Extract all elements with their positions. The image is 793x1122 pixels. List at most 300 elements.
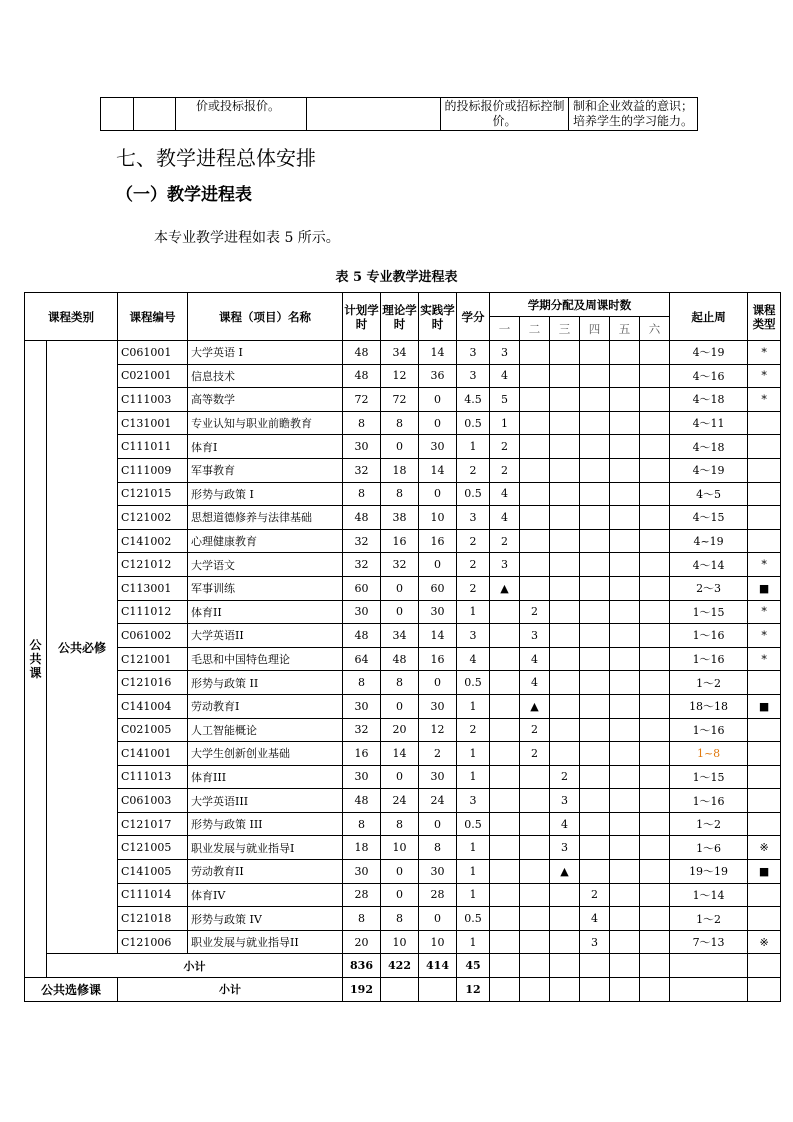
course-theory-hours: 8 (381, 812, 419, 836)
course-semester-3 (550, 388, 580, 412)
course-theory-hours: 32 (381, 553, 419, 577)
top-cell-6: 制和企业效益的意识；培养学生的学习能力。 (569, 98, 698, 131)
course-semester-5 (610, 930, 640, 954)
course-semester-4 (580, 600, 610, 624)
course-semester-2 (520, 883, 550, 907)
course-theory-hours: 10 (381, 836, 419, 860)
course-weeks: 4～19 (670, 341, 748, 365)
course-name: 专业认知与职业前瞻教育 (188, 411, 343, 435)
course-semester-5 (610, 624, 640, 648)
course-plan-hours: 32 (343, 529, 381, 553)
course-type (748, 883, 781, 907)
course-semester-5 (610, 576, 640, 600)
course-semester-6 (640, 789, 670, 813)
empty-cell (748, 954, 781, 978)
course-weeks: 1~8 (670, 742, 748, 766)
header-practice-hours: 实践学时 (419, 293, 457, 341)
course-semester-3 (550, 883, 580, 907)
course-semester-4 (580, 694, 610, 718)
course-semester-6 (640, 364, 670, 388)
course-semester-4: 3 (580, 930, 610, 954)
subtotal-practice: 414 (419, 954, 457, 978)
course-credits: 1 (457, 742, 490, 766)
course-semester-5 (610, 671, 640, 695)
course-semester-2: 4 (520, 671, 550, 695)
course-row (25, 529, 781, 553)
course-semester-6 (640, 411, 670, 435)
course-name: 劳动教育II (188, 860, 343, 884)
course-semester-2 (520, 553, 550, 577)
course-name: 大学语文 (188, 553, 343, 577)
course-semester-5 (610, 458, 640, 482)
course-semester-2 (520, 812, 550, 836)
course-semester-3 (550, 671, 580, 695)
course-practice-hours: 0 (419, 411, 457, 435)
course-practice-hours: 0 (419, 482, 457, 506)
course-practice-hours: 0 (419, 553, 457, 577)
course-semester-6 (640, 742, 670, 766)
course-credits: 3 (457, 789, 490, 813)
table-header-row (25, 293, 781, 317)
course-semester-1: 3 (490, 553, 520, 577)
course-practice-hours: 30 (419, 435, 457, 459)
header-semester-6: 六 (640, 317, 670, 341)
course-semester-6 (640, 576, 670, 600)
course-name: 形势与政策 II (188, 671, 343, 695)
course-row (25, 930, 781, 954)
intro-paragraph: 本专业教学进程如表 5 所示。 (154, 230, 340, 246)
course-semester-3 (550, 718, 580, 742)
course-plan-hours: 30 (343, 860, 381, 884)
course-semester-3 (550, 458, 580, 482)
course-semester-3 (550, 529, 580, 553)
table-caption: 表 5 专业教学进程表 (335, 270, 458, 285)
course-semester-5 (610, 341, 640, 365)
teaching-schedule-table (24, 292, 781, 1002)
course-semester-1 (490, 718, 520, 742)
course-row (25, 883, 781, 907)
course-semester-1: ▲ (490, 576, 520, 600)
course-code: C131001 (118, 411, 188, 435)
course-type (748, 411, 781, 435)
course-semester-5 (610, 435, 640, 459)
course-credits: 1 (457, 836, 490, 860)
course-semester-1: 5 (490, 388, 520, 412)
course-semester-1: 1 (490, 411, 520, 435)
course-semester-2: 4 (520, 647, 550, 671)
course-weeks: 1～16 (670, 718, 748, 742)
course-semester-3 (550, 624, 580, 648)
course-code: C121006 (118, 930, 188, 954)
course-credits: 3 (457, 341, 490, 365)
course-row (25, 435, 781, 459)
course-plan-hours: 16 (343, 742, 381, 766)
course-code: C113001 (118, 576, 188, 600)
course-semester-2 (520, 907, 550, 931)
course-name: 劳动教育I (188, 694, 343, 718)
course-semester-5 (610, 883, 640, 907)
course-row (25, 553, 781, 577)
course-semester-6 (640, 860, 670, 884)
course-semester-4 (580, 553, 610, 577)
course-type: * (748, 600, 781, 624)
empty-cell (580, 954, 610, 978)
course-practice-hours: 2 (419, 742, 457, 766)
course-semester-3: 3 (550, 789, 580, 813)
course-row (25, 624, 781, 648)
course-code: C111003 (118, 388, 188, 412)
course-practice-hours: 30 (419, 765, 457, 789)
course-plan-hours: 64 (343, 647, 381, 671)
course-row (25, 458, 781, 482)
course-practice-hours: 10 (419, 930, 457, 954)
course-credits: 2 (457, 718, 490, 742)
section-heading: 七、教学进程总体安排 (116, 146, 316, 170)
course-semester-3 (550, 647, 580, 671)
course-type: * (748, 624, 781, 648)
course-semester-5 (610, 742, 640, 766)
course-name: 毛思和中国特色理论 (188, 647, 343, 671)
course-theory-hours: 12 (381, 364, 419, 388)
course-name: 形势与政策 III (188, 812, 343, 836)
course-semester-1 (490, 930, 520, 954)
course-semester-5 (610, 907, 640, 931)
empty-cell (670, 954, 748, 978)
subtotal-plan: 836 (343, 954, 381, 978)
course-practice-hours: 10 (419, 506, 457, 530)
course-row (25, 364, 781, 388)
course-semester-4 (580, 482, 610, 506)
course-semester-3: ▲ (550, 860, 580, 884)
course-practice-hours: 30 (419, 694, 457, 718)
course-plan-hours: 8 (343, 482, 381, 506)
course-name: 军事教育 (188, 458, 343, 482)
course-semester-4 (580, 458, 610, 482)
course-semester-6 (640, 435, 670, 459)
course-semester-3 (550, 600, 580, 624)
course-row (25, 647, 781, 671)
header-theory-hours: 理论学时 (381, 293, 419, 341)
course-practice-hours: 30 (419, 860, 457, 884)
course-semester-6 (640, 907, 670, 931)
course-semester-4 (580, 435, 610, 459)
course-semester-4 (580, 624, 610, 648)
course-type (748, 671, 781, 695)
course-row (25, 812, 781, 836)
header-name: 课程（项目）名称 (188, 293, 343, 341)
course-semester-1: 3 (490, 341, 520, 365)
course-semester-1: 4 (490, 506, 520, 530)
header-code: 课程编号 (118, 293, 188, 341)
course-semester-6 (640, 529, 670, 553)
course-weeks: 1～16 (670, 789, 748, 813)
course-type: ■ (748, 694, 781, 718)
course-credits: 3 (457, 364, 490, 388)
course-semester-1: 4 (490, 364, 520, 388)
course-practice-hours: 0 (419, 812, 457, 836)
course-semester-1 (490, 600, 520, 624)
header-semester-2: 二 (520, 317, 550, 341)
course-semester-6 (640, 553, 670, 577)
course-practice-hours: 28 (419, 883, 457, 907)
course-row (25, 789, 781, 813)
course-name: 军事训练 (188, 576, 343, 600)
course-row (25, 836, 781, 860)
course-semester-6 (640, 506, 670, 530)
course-weeks: 4～15 (670, 506, 748, 530)
course-code: C111009 (118, 458, 188, 482)
course-practice-hours: 14 (419, 341, 457, 365)
course-code: C121001 (118, 647, 188, 671)
course-theory-hours: 0 (381, 600, 419, 624)
course-semester-5 (610, 529, 640, 553)
course-code: C121017 (118, 812, 188, 836)
course-code: C121015 (118, 482, 188, 506)
course-semester-6 (640, 482, 670, 506)
course-semester-2 (520, 836, 550, 860)
course-theory-hours: 20 (381, 718, 419, 742)
course-name: 体育III (188, 765, 343, 789)
course-credits: 1 (457, 694, 490, 718)
course-semester-5 (610, 812, 640, 836)
course-type (748, 506, 781, 530)
top-cell-4 (307, 98, 441, 131)
course-semester-3 (550, 341, 580, 365)
course-type: * (748, 388, 781, 412)
course-code: C121005 (118, 836, 188, 860)
course-code: C111011 (118, 435, 188, 459)
course-semester-4 (580, 529, 610, 553)
course-semester-4: 4 (580, 907, 610, 931)
empty-cell (640, 978, 670, 1002)
top-cell-3: 价或投标报价。 (176, 98, 307, 131)
course-theory-hours: 8 (381, 671, 419, 695)
course-plan-hours: 60 (343, 576, 381, 600)
subsection-heading: （一）教学进程表 (116, 185, 252, 205)
empty-cell (748, 978, 781, 1002)
course-row (25, 341, 781, 365)
course-credits: 1 (457, 883, 490, 907)
course-plan-hours: 20 (343, 930, 381, 954)
header-semester-group: 学期分配及周课时数 (490, 293, 670, 317)
course-code: C021005 (118, 718, 188, 742)
course-semester-5 (610, 836, 640, 860)
course-plan-hours: 48 (343, 364, 381, 388)
header-semester-3: 三 (550, 317, 580, 341)
course-name: 形势与政策 I (188, 482, 343, 506)
course-weeks: 19～19 (670, 860, 748, 884)
course-practice-hours: 14 (419, 624, 457, 648)
course-type: ※ (748, 836, 781, 860)
course-code: C141002 (118, 529, 188, 553)
course-name: 高等数学 (188, 388, 343, 412)
course-semester-1: 2 (490, 529, 520, 553)
course-semester-2 (520, 860, 550, 884)
course-row (25, 742, 781, 766)
course-row (25, 860, 781, 884)
course-theory-hours: 0 (381, 860, 419, 884)
course-semester-3 (550, 694, 580, 718)
course-plan-hours: 32 (343, 458, 381, 482)
course-semester-2 (520, 529, 550, 553)
course-code: C061003 (118, 789, 188, 813)
course-theory-hours: 72 (381, 388, 419, 412)
course-row (25, 576, 781, 600)
course-type: ※ (748, 930, 781, 954)
course-plan-hours: 32 (343, 553, 381, 577)
course-type (748, 529, 781, 553)
continued-table-row (101, 98, 698, 131)
course-row (25, 718, 781, 742)
course-weeks: 4～11 (670, 411, 748, 435)
course-semester-6 (640, 647, 670, 671)
course-semester-3 (550, 553, 580, 577)
course-weeks: 2～3 (670, 576, 748, 600)
course-plan-hours: 48 (343, 341, 381, 365)
course-credits: 0.5 (457, 907, 490, 931)
header-semester-5: 五 (610, 317, 640, 341)
course-type (748, 458, 781, 482)
elective-subtotal-credits: 12 (457, 978, 490, 1002)
course-theory-hours: 16 (381, 529, 419, 553)
course-semester-5 (610, 647, 640, 671)
course-theory-hours: 18 (381, 458, 419, 482)
course-row (25, 600, 781, 624)
course-type (748, 742, 781, 766)
course-practice-hours: 24 (419, 789, 457, 813)
course-semester-3 (550, 364, 580, 388)
course-semester-4 (580, 860, 610, 884)
course-semester-4 (580, 411, 610, 435)
course-plan-hours: 8 (343, 812, 381, 836)
course-code: C111013 (118, 765, 188, 789)
course-semester-4 (580, 812, 610, 836)
course-name: 信息技术 (188, 364, 343, 388)
course-practice-hours: 60 (419, 576, 457, 600)
course-semester-5 (610, 388, 640, 412)
course-semester-2 (520, 789, 550, 813)
course-weeks: 1～16 (670, 624, 748, 648)
course-semester-4 (580, 836, 610, 860)
course-weeks: 1～14 (670, 883, 748, 907)
course-name: 思想道德修养与法律基础 (188, 506, 343, 530)
course-semester-6 (640, 341, 670, 365)
course-plan-hours: 72 (343, 388, 381, 412)
course-semester-3: 3 (550, 836, 580, 860)
course-semester-4 (580, 789, 610, 813)
course-semester-1: 2 (490, 435, 520, 459)
course-code: C111012 (118, 600, 188, 624)
course-theory-hours: 0 (381, 576, 419, 600)
course-theory-hours: 8 (381, 907, 419, 931)
course-theory-hours: 0 (381, 694, 419, 718)
course-semester-6 (640, 388, 670, 412)
course-semester-4 (580, 671, 610, 695)
course-practice-hours: 16 (419, 529, 457, 553)
course-weeks: 4～18 (670, 435, 748, 459)
course-semester-1 (490, 860, 520, 884)
course-semester-3: 4 (550, 812, 580, 836)
course-semester-5 (610, 718, 640, 742)
empty-cell (580, 978, 610, 1002)
course-semester-1: 2 (490, 458, 520, 482)
course-semester-3 (550, 742, 580, 766)
course-code: C141001 (118, 742, 188, 766)
course-weeks: 4~19 (670, 529, 748, 553)
course-plan-hours: 32 (343, 718, 381, 742)
course-semester-6 (640, 600, 670, 624)
course-theory-hours: 10 (381, 930, 419, 954)
course-semester-1 (490, 765, 520, 789)
course-semester-3 (550, 930, 580, 954)
course-type: ■ (748, 576, 781, 600)
empty-cell (550, 978, 580, 1002)
course-weeks: 4～5 (670, 482, 748, 506)
course-row (25, 411, 781, 435)
course-name: 体育I (188, 435, 343, 459)
course-type (748, 907, 781, 931)
course-semester-2 (520, 388, 550, 412)
empty-cell (520, 978, 550, 1002)
course-semester-4 (580, 506, 610, 530)
empty-cell (610, 954, 640, 978)
course-semester-2: 3 (520, 624, 550, 648)
course-semester-4: 2 (580, 883, 610, 907)
course-semester-1 (490, 624, 520, 648)
course-practice-hours: 12 (419, 718, 457, 742)
course-weeks: 1～2 (670, 812, 748, 836)
course-semester-2: ▲ (520, 694, 550, 718)
course-semester-5 (610, 694, 640, 718)
elective-subtotal-label: 小计 (118, 978, 343, 1002)
course-semester-5 (610, 789, 640, 813)
empty-cell (490, 954, 520, 978)
empty-cell (490, 978, 520, 1002)
course-semester-4 (580, 718, 610, 742)
course-weeks: 4～18 (670, 388, 748, 412)
course-semester-5 (610, 765, 640, 789)
course-semester-5 (610, 600, 640, 624)
continued-table-fragment (100, 97, 698, 131)
course-name: 大学英语 I (188, 341, 343, 365)
course-weeks: 4～16 (670, 364, 748, 388)
course-theory-hours: 8 (381, 482, 419, 506)
course-credits: 2 (457, 458, 490, 482)
course-plan-hours: 8 (343, 671, 381, 695)
elective-subtotal-theory (381, 978, 419, 1002)
course-row (25, 506, 781, 530)
course-semester-3 (550, 435, 580, 459)
course-semester-3 (550, 576, 580, 600)
course-plan-hours: 30 (343, 765, 381, 789)
course-semester-6 (640, 836, 670, 860)
course-semester-6 (640, 765, 670, 789)
course-semester-3 (550, 411, 580, 435)
course-semester-5 (610, 506, 640, 530)
course-semester-5 (610, 482, 640, 506)
course-semester-4 (580, 765, 610, 789)
course-weeks: 4～14 (670, 553, 748, 577)
course-semester-2: 2 (520, 718, 550, 742)
course-semester-1 (490, 812, 520, 836)
header-semester-4: 四 (580, 317, 610, 341)
subtotal-credits: 45 (457, 954, 490, 978)
course-plan-hours: 30 (343, 600, 381, 624)
course-theory-hours: 14 (381, 742, 419, 766)
course-semester-2 (520, 341, 550, 365)
course-weeks: 1～15 (670, 765, 748, 789)
course-plan-hours: 48 (343, 624, 381, 648)
